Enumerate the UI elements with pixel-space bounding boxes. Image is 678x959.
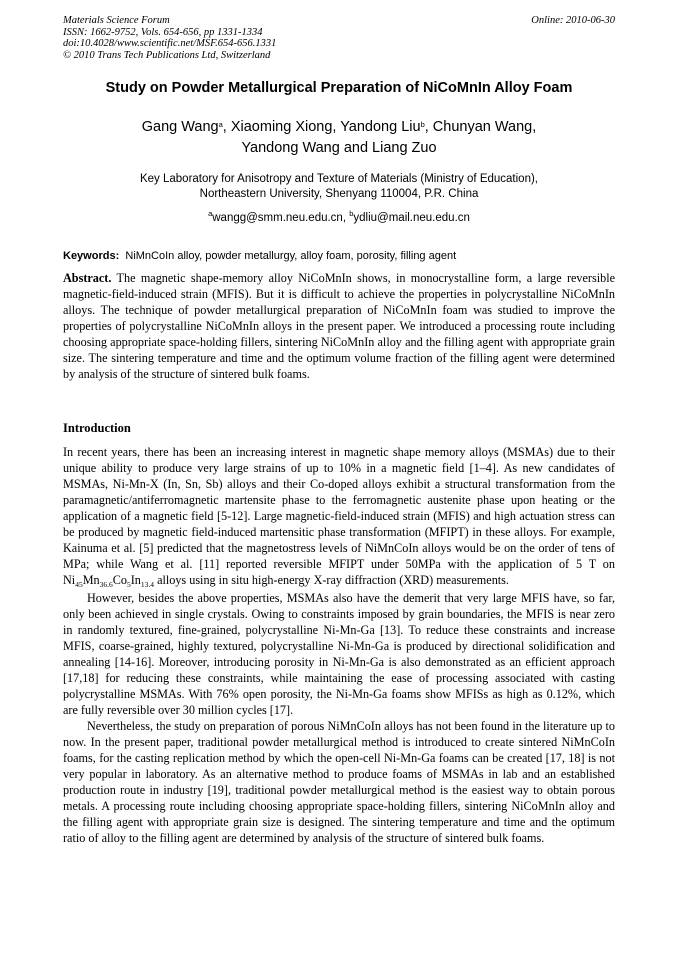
paragraph-text: In recent years, there has been an increasing interest in magnetic shape memory alloys (MSMAs) due to their unique ability to produce very large strains of up to 10% in a magnetic field [1–4]. As new candidates of MSMAs, Ni-Mn-X (In, Sn, Sb) alloys and their Co-doped alloys exhibit a structural transformation from the paramagnetic/antiferromagnetic martensite phase to the ferromagnetic austenite phase upon heating or the application of a magnetic field [5-12]. Large magnetic-field-induced strain (MFIS) and high actuation stress can be produced by magnetic field-induced martensitic phase transformation (MFIPT) in these alloys. For example, Kainuma et al. [5] predicted that the magnetostress levels of NiMnCoIn alloys would be on the order of tens of MPa; while Wang et al. [11] reported reversible MFIPT under 50MPa with the application of 5 T on: [63, 445, 615, 571]
doi-line[interactable]: doi:10.4028/www.scientific.net/MSF.654-656.1331: [63, 38, 277, 49]
section-heading-introduction: Introduction: [63, 421, 131, 435]
affiliation-line: Key Laboratory for Anisotropy and Texture of Materials (Ministry of Education),: [139, 173, 538, 185]
author-superscript: b: [420, 120, 425, 129]
online-date: Online: 2010-06-30: [531, 15, 615, 26]
publication-header: [63, 15, 615, 61]
email-superscript: a: [208, 209, 213, 218]
email-link[interactable]: ydliu@mail.neu.edu.cn: [353, 212, 470, 224]
journal-name: Materials Science Forum: [63, 15, 170, 26]
author-names: , Chunyan Wang,: [424, 119, 537, 135]
keywords-text: NiMnCoIn alloy, powder metallurgy, alloy foam, porosity, filling agent: [125, 250, 457, 262]
affiliation: [40, 172, 638, 202]
keywords-label: Keywords:: [63, 250, 120, 262]
author-names: , Xiaoming Xiong, Yandong Liu: [222, 119, 421, 135]
paragraph: However, besides the above properties, MSMAs also have the demerit that very large MFIS have, so far, only been achieved in single crystals. Owing to constraints imposed by grain boundaries, the MFIS is near zero in randomly textured, fine-grained, polycrystalline Ni-Mn-Ga [13]. To reduce these constraints and increase MFIS, coarse-grained, highly textured, polycrystalline Ni-Mn-Ga is produced by directional solidification and annealing [14-16]. Moreover, introducing porosity in Ni-Mn-Ga is also demonstrated as an efficient approach [17,18] for reducing these constraints, while maintaining the ease of processing associated with casting polycrystalline MSMAs. With 76% open porosity, the Ni-Mn-Ga foams show MFISs as high as 0.12%, which are fully reversible over 30 million cycles [17].: [63, 591, 615, 717]
author-list: [40, 117, 638, 159]
paper-title: Study on Powder Metallurgical Preparation of NiCoMnIn Alloy Foam: [105, 80, 573, 96]
paragraph: Nevertheless, the study on preparation of porous NiMnCoIn alloys has not been found in the literature up to now. In the present paper, traditional powder metallurgical method is introduced to create sintered NiMnCoIn foams, for the casting replication method by which the open-cell Ni-Mn-Ga foams can be created [17, 18] is not very popular in laboratory. As an alternative method to produce foams of MSMAs in lab and an established production route in industry [19], traditional powder metallurgical method is the easiest way to obtain porous metals. A processing route including choosing appropriate space-holding fillers, sintering NiCoMnIn alloy and the filling agent with appropriate grain size is designed. The sintering temperature and time and the optimum ratio of alloy to the filling agent are determined by analysis of the structure of sintered bulk foams.: [63, 719, 615, 845]
chemical-formula: $Ni_{45}Mn_{36.6}Co_5In_{13.4}$: [63, 573, 155, 589]
author-name: Gang Wang: [141, 119, 219, 135]
author-line-2: Yandong Wang and Liang Zuo: [241, 140, 437, 156]
email-superscript: b: [349, 209, 354, 218]
paragraph: [63, 444, 615, 590]
affiliation-line: Northeastern University, Shenyang 110004, P.R. China: [199, 188, 479, 200]
paragraph-text: alloys using in situ high-energy X-ray diffraction (XRD) measurements.: [154, 573, 509, 587]
abstract-text: The magnetic shape-memory alloy NiCoMnIn shows, in monocrystalline form, a large reversible magnetic-field-induced strain (MFIS). But it is difficult to achieve the properties in polycrystalline NiCoMnIn alloys. The technique of powder metallurgical preparation of NiCoMnIn foam was studied to improve the properties of polycrystalline NiCoMnIn alloys in the present paper. We introduced a processing route including choosing appropriate space-holding fillers, sintering NiCoMnIn alloy and the filling agent with appropriate grain size. The sintering temperature and time and the optimum volume fraction of the filling agent were determined by analysis of the structure of sintered bulk foams.: [63, 271, 615, 381]
keywords: [63, 250, 615, 262]
author-emails: [40, 209, 638, 224]
author-superscript: a: [218, 120, 223, 129]
introduction-body: [63, 444, 615, 846]
copyright-line: © 2010 Trans Tech Publications Ltd, Switzerland: [63, 49, 271, 61]
abstract-label: Abstract.: [63, 271, 112, 285]
email-link[interactable]: wangg@smm.neu.edu.cn,: [212, 212, 350, 224]
issn-line: ISSN: 1662-9752, Vols. 654-656, pp 1331-1334: [63, 26, 263, 38]
abstract: [63, 270, 615, 382]
author-line-1: [40, 117, 638, 138]
